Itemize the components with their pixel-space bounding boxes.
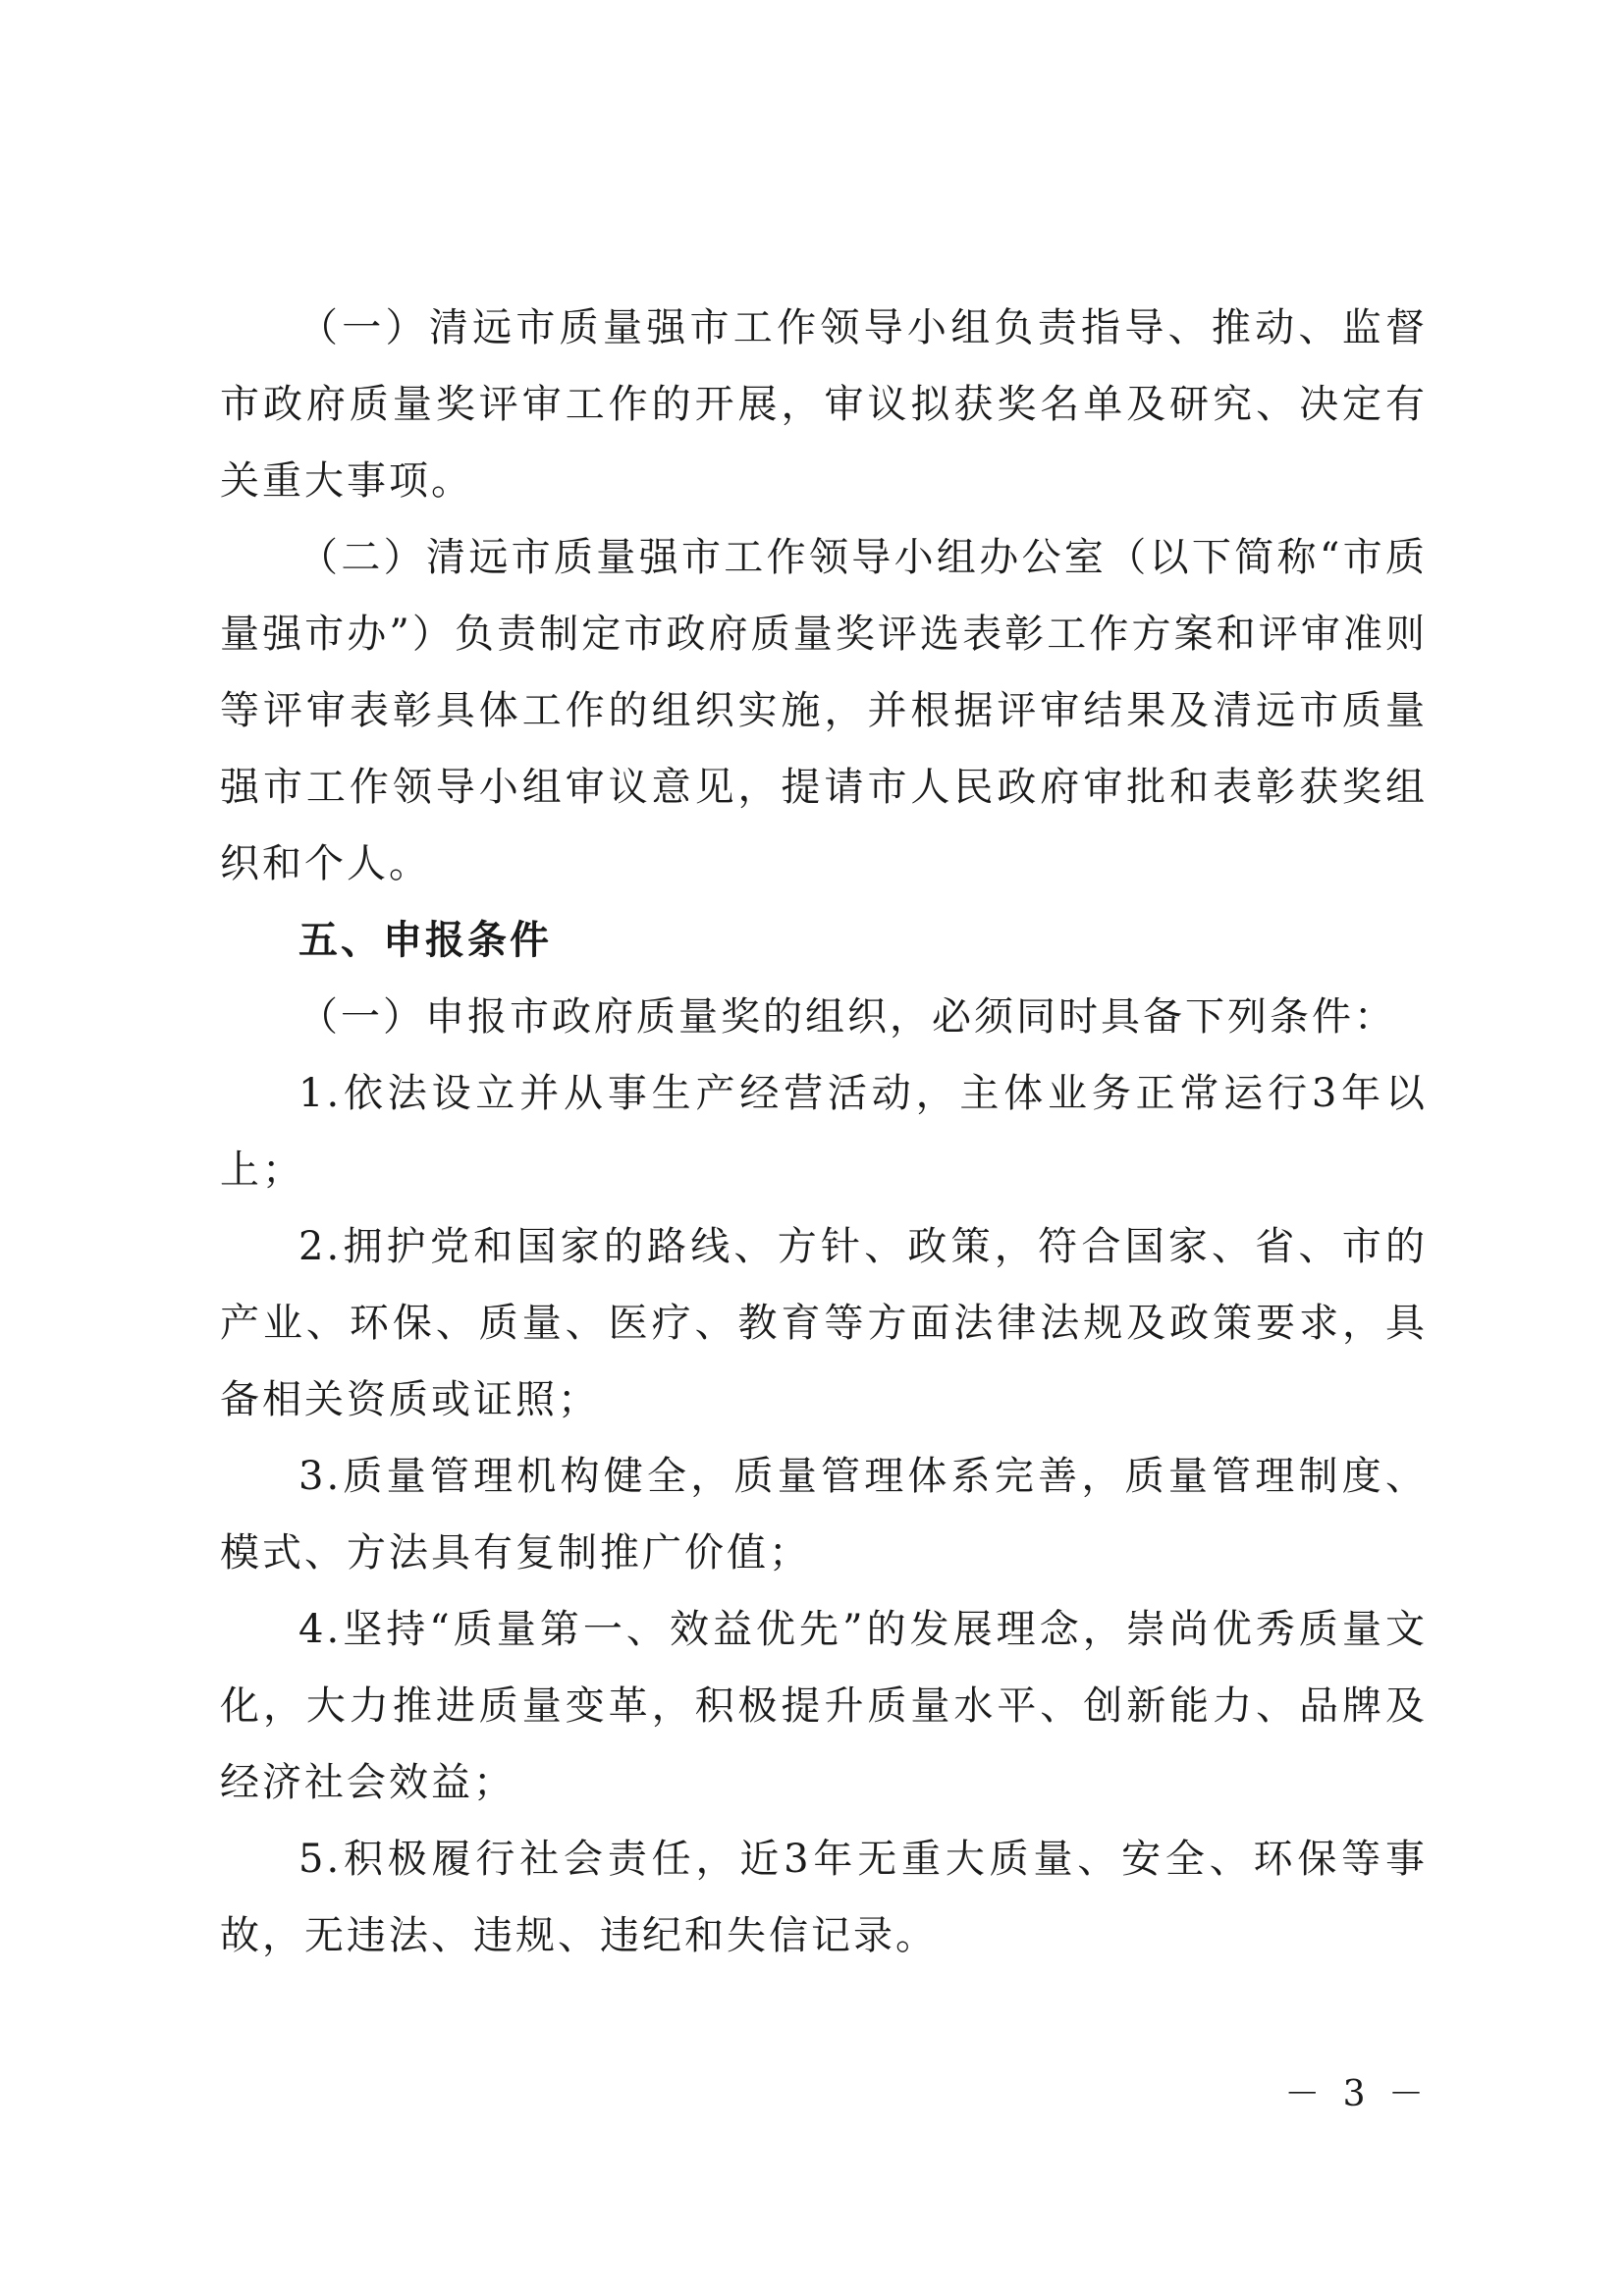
condition-item: 5.积极履行社会责任，近3年无重大质量、安全、环保等事故，无违法、违规、违纪和失信记录。 <box>220 1837 1428 1958</box>
subsection-intro: （一）申报市政府质量奖的组织，必须同时具备下列条件： <box>298 994 1396 1040</box>
condition-item: 2.拥护党和国家的路线、方针、政策，符合国家、省、市的产业、环保、质量、医疗、教育等方面法律法规及政策要求，具备相关资质或证照； <box>220 1224 1428 1422</box>
section-heading: 五、申报条件 <box>298 918 552 963</box>
condition-item: 4.坚持“质量第一、效益优先”的发展理念，崇尚优秀质量文化，大力推进质量变革，积极提升质量水平、创新能力、品牌及经济社会效益； <box>220 1607 1428 1805</box>
condition-item: 3.质量管理机构健全，质量管理体系完善，质量管理制度、模式、方法具有复制推广价值； <box>220 1454 1428 1575</box>
paragraph-office-duty: （二）清远市质量强市工作领导小组办公室（以下简称“市质量强市办”）负责制定市政府质量奖评选表彰工作方案和评审准则等评审表彰具体工作的组织实施，并根据评审结果及清远市质量强市工作领导小组审议意见，提请市人民政府审批和表彰获奖组织和个人。 <box>220 535 1428 886</box>
document-body <box>220 290 1428 1974</box>
paragraph-leading-group-duty: （一）清远市质量强市工作领导小组负责指导、推动、监督市政府质量奖评审工作的开展，审议拟获奖名单及研究、决定有关重大事项。 <box>220 305 1428 504</box>
page-number: － 3 － <box>1284 2074 1430 2114</box>
condition-item: 1.依法设立并从事生产经营活动，主体业务正常运行3年以上； <box>220 1071 1428 1193</box>
